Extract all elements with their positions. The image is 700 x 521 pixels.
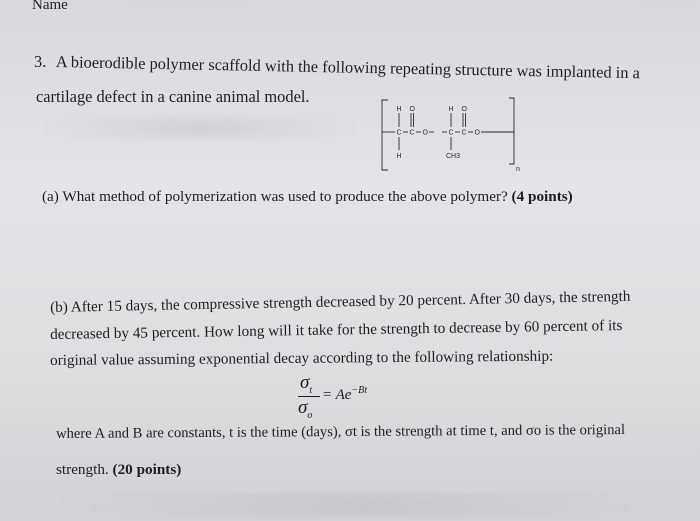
formula-denominator	[298, 397, 312, 421]
question-intro-line1: A bioerodible polymer scaffold with the following repeating structure was implanted in a	[55, 52, 641, 83]
part-b-line1: (b) After 15 days, the compressive strength decreased by 20 percent. After 30 days, the strength	[50, 287, 631, 316]
part-b-line2: decreased by 45 percent. How long will it take for the strength to decrease by 60 percent of its	[50, 317, 623, 343]
part-a-points: (4 points)	[511, 188, 573, 205]
atom-h-top-1: H	[396, 106, 402, 113]
formula-rhs-base: = Ae	[322, 387, 352, 403]
faint-bleed-through-text	[60, 494, 660, 514]
faint-background-text	[40, 118, 360, 138]
repeat-subscript-n: n	[516, 166, 520, 173]
formula-numerator	[300, 372, 312, 396]
sigma-o-symbol: σ	[298, 397, 308, 418]
backbone-atom-3: O	[422, 129, 428, 137]
backbone-atom-5: C	[461, 129, 467, 137]
group-ch3-bottom: CH3	[446, 153, 461, 160]
sigma-o-subscript: o	[307, 409, 313, 421]
part-b-where-line: where A and B are constants, t is the time (days), σt is the strength at time t, and σo is the original	[56, 422, 626, 442]
backbone-atom-6: O	[474, 129, 480, 137]
part-b-line3: original value assuming exponential decay according to the following relationship:	[50, 347, 554, 369]
question-number: 3.	[34, 52, 47, 71]
strength-label: strength.	[56, 461, 109, 478]
question-intro-line2: cartilage defect in a canine animal model.	[36, 87, 310, 106]
part-a-question	[42, 188, 573, 206]
polymer-structure-diagram	[378, 92, 518, 172]
backbone-atom-2: C	[409, 129, 415, 137]
atom-o-top-2: O	[461, 106, 467, 113]
part-a-text: (a) What method of polymerization was used to produce the above polymer?	[42, 188, 508, 205]
atom-h-top-2: H	[448, 106, 454, 113]
part-b-points: (20 points)	[112, 461, 182, 478]
formula-exponent: −Bt	[351, 385, 368, 396]
part-b-final-line	[56, 461, 181, 479]
backbone-atom-1: C	[396, 129, 402, 137]
atom-o-top-1: O	[409, 106, 415, 113]
sigma-t-subscript: t	[309, 384, 313, 396]
exponential-decay-formula	[296, 372, 386, 421]
atom-h-bottom: H	[396, 153, 402, 160]
formula-rhs	[322, 385, 367, 404]
name-label: Name	[32, 0, 68, 13]
backbone-atom-4: C	[448, 129, 454, 137]
sigma-t-symbol: σ	[300, 372, 310, 393]
